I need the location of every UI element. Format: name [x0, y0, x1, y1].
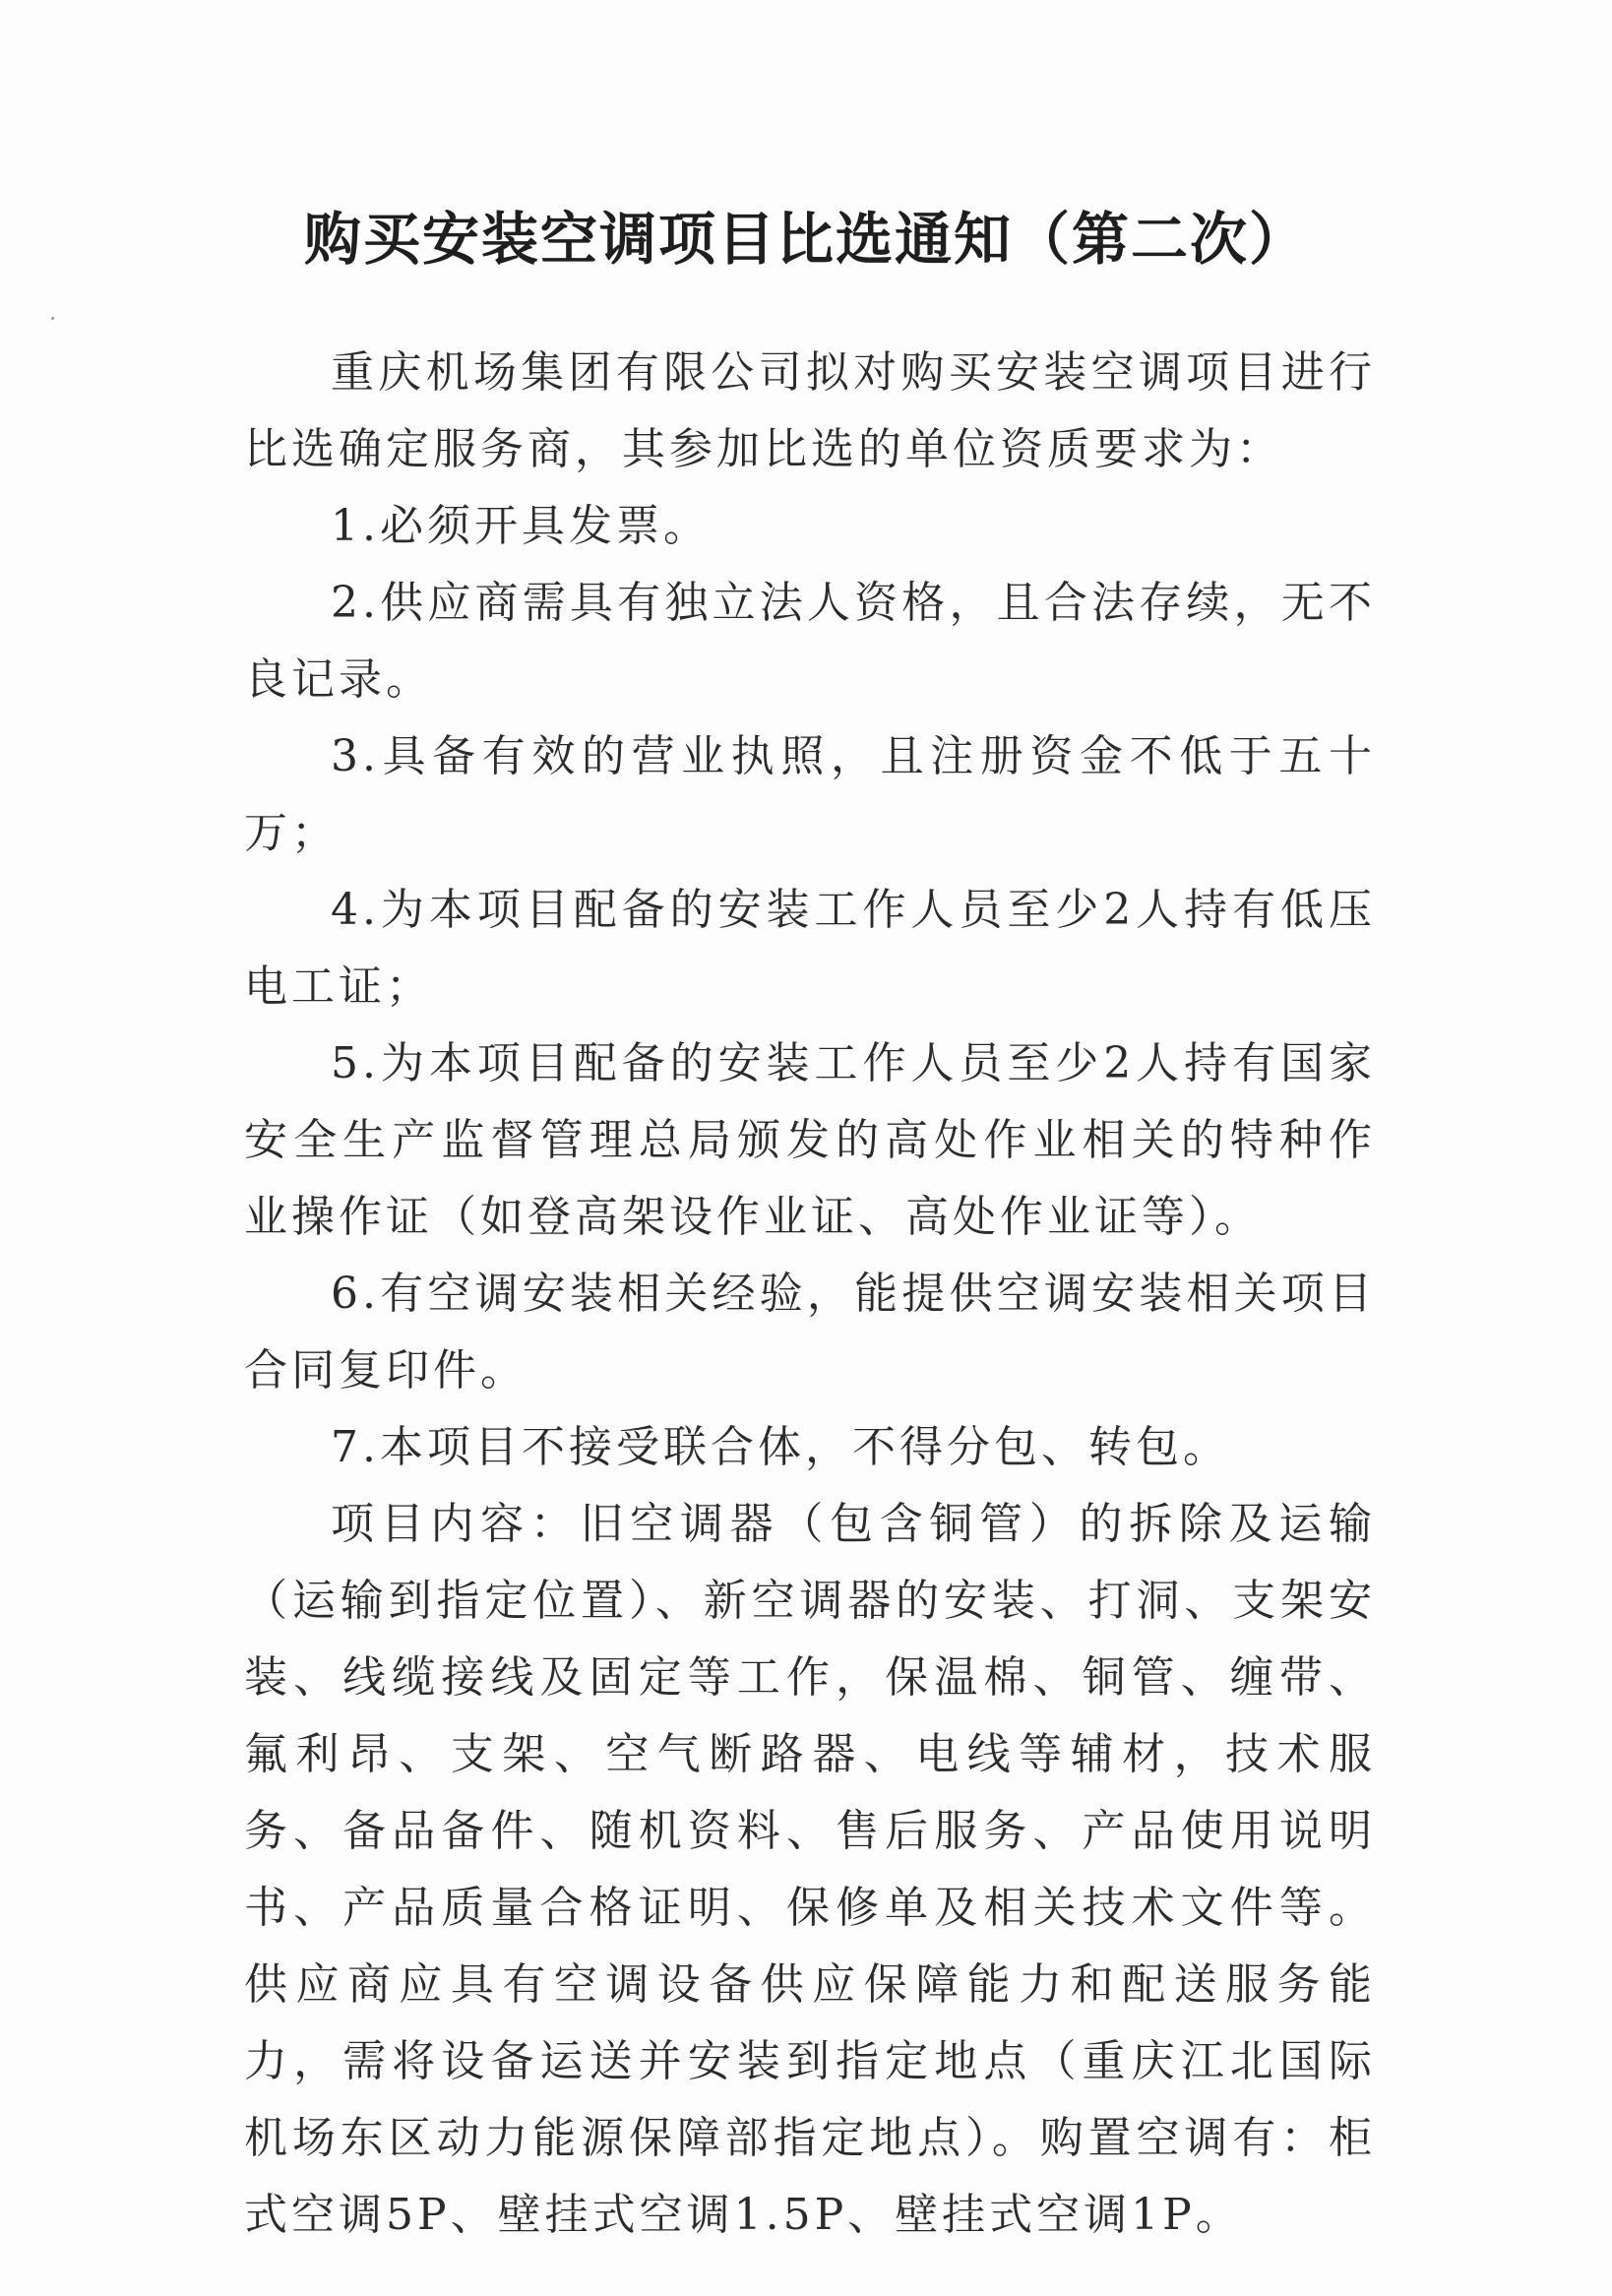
- project-content-paragraph: 项目内容：旧空调器（包含铜管）的拆除及运输（运输到指定位置）、新空调器的安装、打洞、支架安装、线缆接线及固定等工作，保温棉、铜管、缠带、氟利昂、支架、空气断路器、电线等辅材，技术服务、备品备件、随机资料、售后服务、产品使用说明书、产品质量合格证明、保修单及相关技术文件等。供应商应具有空调设备供应保障能力和配送服务能力，需将设备运送并安装到指定地点（重庆江北国际机场东区动力能源保障部指定地点）。购置空调有：柜式空调5P、壁挂式空调1.5P、壁挂式空调1P。: [244, 1499, 1376, 2240]
- requirement-1: 1.必须开具发票。: [331, 501, 711, 551]
- scan-speck: [51, 317, 54, 320]
- requirement-2: 2.供应商需具有独立法人资格，且合法存续，无不良记录。: [244, 578, 1376, 705]
- document-body: [244, 335, 1376, 2254]
- intro-paragraph: 重庆机场集团有限公司拟对购买安装空调项目进行比选确定服务商，其参加比选的单位资质要求为：: [244, 347, 1376, 474]
- document-title: 购买安装空调项目比选通知（第二次）: [303, 206, 1308, 273]
- requirement-5: 5.为本项目配备的安装工作人员至少2人持有国家安全生产监督管理总局颁发的高处作业相关的特种作业操作证（如登高架设作业证、高处作业证等）。: [244, 1038, 1376, 1242]
- requirement-4: 4.为本项目配备的安装工作人员至少2人持有低压电工证；: [244, 885, 1376, 1012]
- requirement-6: 6.有空调安装相关经验，能提供空调安装相关项目合同复印件。: [244, 1269, 1376, 1396]
- requirement-7: 7.本项目不接受联合体，不得分包、转包。: [331, 1422, 1230, 1472]
- requirement-3: 3.具备有效的营业执照，且注册资金不低于五十万；: [244, 731, 1376, 858]
